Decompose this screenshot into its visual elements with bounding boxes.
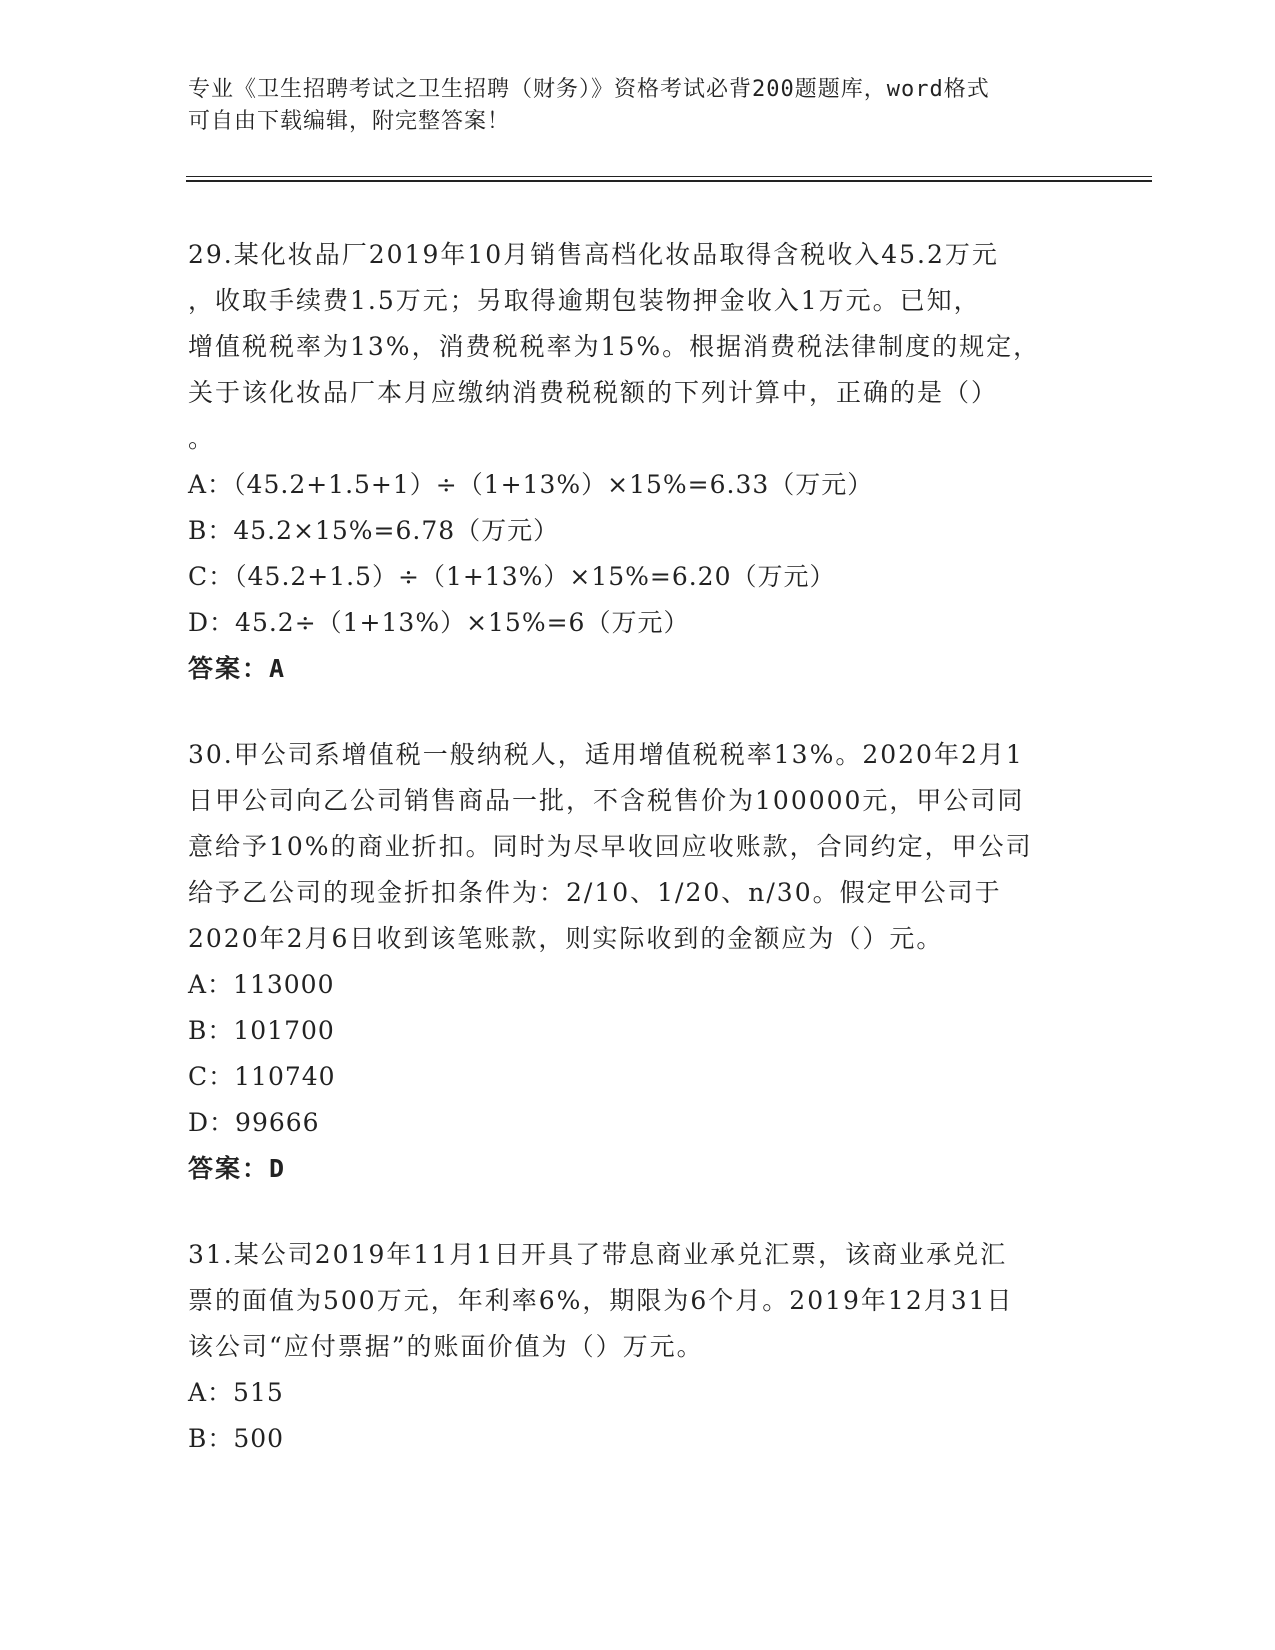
option-c: C：110740 bbox=[188, 1062, 336, 1091]
option-a: A：515 bbox=[188, 1378, 284, 1407]
question-31 bbox=[188, 1232, 1088, 1462]
question-stem bbox=[188, 232, 1088, 462]
question-29 bbox=[188, 232, 1088, 692]
stem-line: 关于该化妆品厂本月应缴纳消费税税额的下列计算中，正确的是（） bbox=[188, 378, 999, 407]
stem-line: 日甲公司向乙公司销售商品一批，不含税售价为100000元，甲公司同 bbox=[188, 786, 1025, 815]
option-b: B：500 bbox=[188, 1424, 285, 1453]
stem-line: 2020年2月6日收到该笔账款，则实际收到的金额应为（）元。 bbox=[188, 924, 944, 953]
option-d: D：45.2÷（1+13%）×15%=6（万元） bbox=[188, 608, 690, 637]
stem-line: 给予乙公司的现金折扣条件为：2/10、1/20、n/30。假定甲公司于 bbox=[188, 878, 1002, 907]
answer: 答案：A bbox=[188, 654, 287, 683]
stem-line: ，收取手续费1.5万元；另取得逾期包装物押金收入1万元。已知， bbox=[188, 286, 981, 315]
stem-line: 意给予10%的商业折扣。同时为尽早收回应收账款，合同约定，甲公司 bbox=[188, 832, 1033, 861]
option-c: C：（45.2+1.5）÷（1+13%）×15%=6.20（万元） bbox=[188, 562, 836, 591]
option-a: A：113000 bbox=[188, 970, 335, 999]
option-a: A：（45.2+1.5+1）÷（1+13%）×15%=6.33（万元） bbox=[188, 470, 874, 499]
option-b: B：101700 bbox=[188, 1016, 335, 1045]
question-stem bbox=[188, 732, 1088, 962]
stem-line: 30.甲公司系增值税一般纳税人，适用增值税税率13%。2020年2月1 bbox=[188, 740, 1024, 769]
header-line: 专业《卫生招聘考试之卫生招聘（财务）》资格考试必背200题题库，word格式 bbox=[188, 77, 990, 102]
question-stem bbox=[188, 1232, 1088, 1370]
stem-line: 31.某公司2019年11月1日开具了带息商业承兑汇票，该商业承兑汇 bbox=[188, 1240, 1008, 1269]
option-d: D：99666 bbox=[188, 1108, 320, 1137]
header-line: 可自由下载编辑，附完整答案！ bbox=[188, 109, 511, 134]
stem-line: 增值税税率为13%，消费税税率为15%。根据消费税法律制度的规定， bbox=[188, 332, 1041, 361]
stem-line: 。 bbox=[188, 424, 216, 453]
stem-line: 票的面值为500万元，年利率6%，期限为6个月。2019年12月31日 bbox=[188, 1286, 1014, 1315]
answer: 答案：D bbox=[188, 1154, 287, 1183]
stem-line: 29.某化妆品厂2019年10月销售高档化妆品取得含税收入45.2万元 bbox=[188, 240, 999, 269]
page-header bbox=[188, 74, 1068, 138]
header-divider bbox=[186, 176, 1152, 182]
option-b: B：45.2×15%=6.78（万元） bbox=[188, 516, 560, 545]
stem-line: 该公司“应付票据”的账面价值为（）万元。 bbox=[188, 1332, 704, 1361]
question-30 bbox=[188, 732, 1088, 1192]
